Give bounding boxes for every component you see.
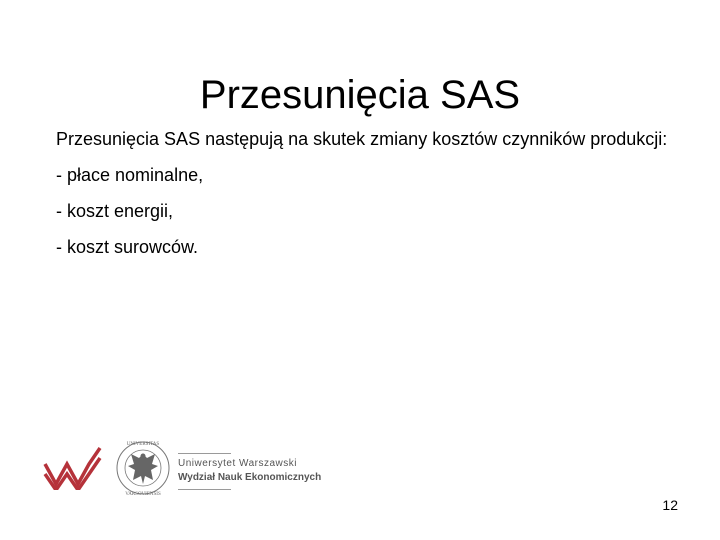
logo-divider (178, 489, 231, 490)
emblem-text-bottom: VARSOVIENSIS (125, 492, 161, 497)
faculty-name: Wydział Nauk Ekonomicznych (178, 472, 322, 483)
list-item: - koszt surowców. (56, 237, 199, 257)
page-number: 12 (662, 497, 678, 513)
emblem-text-top: UNIVERSITAS (126, 442, 160, 447)
logo-divider (178, 453, 231, 454)
wne-logo-icon (42, 446, 104, 490)
eagle-emblem-icon (114, 436, 172, 500)
university-name: Uniwersytet Warszawski (178, 458, 297, 469)
slide-body (56, 128, 676, 272)
slide-intro: Przesunięcia SAS następują na skutek zmiany kosztów czynników produkcji: (56, 129, 668, 149)
list-item: - koszt energii, (56, 201, 174, 221)
slide-title: Przesunięcia SAS (199, 72, 521, 117)
footer-logo (42, 436, 372, 500)
list-item: - płace nominalne, (56, 165, 204, 185)
